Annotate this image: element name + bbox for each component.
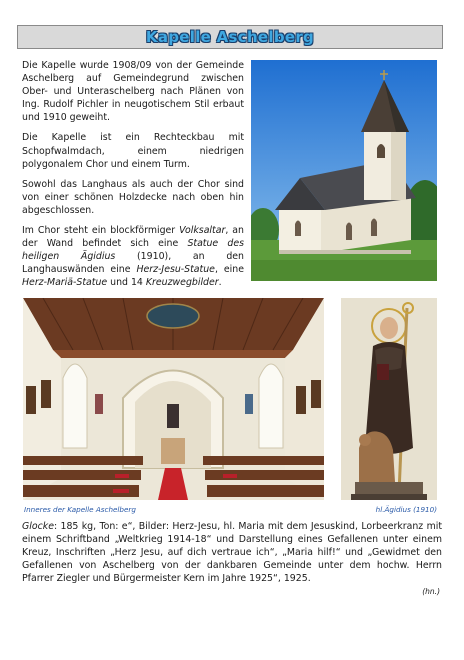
statue-illustration: [341, 298, 437, 500]
text-run-italic: Volksaltar: [179, 225, 226, 237]
chapel-exterior-photo: [251, 60, 437, 281]
text-run: .: [218, 277, 222, 289]
text-run: , eine: [214, 264, 244, 276]
text-run-italic: Herz-Mariä-Statue: [22, 277, 108, 289]
paragraph-history: Die Kapelle wurde 1908/09 von der Gemeinde Aschelberg auf Gemeindegrund zwischen Ober- und Unteraschelberg nach Plänen von Ing. Rudolf Pichler in neugotischem Stil erbaut und 1910 geweiht.: [22, 60, 244, 124]
chapel-exterior-illustration: [251, 60, 437, 281]
title-banner: [17, 25, 443, 49]
paragraph-furnishings: [22, 224, 244, 289]
chapel-interior-illustration: [23, 298, 324, 500]
bell-label: Glocke: [22, 521, 54, 532]
text-run-italic: Herz-Jesu-Statue: [136, 264, 215, 276]
statue-photo-caption: hl.Ägidius (1910): [375, 505, 437, 514]
saint-aegidius-statue-photo: [341, 298, 437, 500]
bell-description: : 185 kg, Ton: e“, Bilder: Herz-Jesu, hl. Maria mit dem Jesuskind, Lorbeerkranz mit einem Schriftband „Weltkrieg 1914-18“ und Darstellung eines Gefallenen unter einem Kreuz, Inschriften „Herz Jesu, auf dich vertraue ich“, „Maria hilf!“ und „Gewidmet den Gefallenen von Aschelberg von der dankbaren Gemeinde unter dem hochw. Herrn Pfarrer Ziegler und Bürgermeister Kern im Jahre 1925“, 1925.: [22, 521, 442, 584]
text-run: Im Chor steht ein blockförmiger: [22, 225, 180, 237]
bell-detail-text: [22, 520, 442, 585]
paragraph-architecture: Die Kapelle ist ein Rechteckbau mit Schopfwalmdach, einem niedrigen polygonalem Chor und einem Turm.: [22, 132, 244, 170]
chapel-interior-photo: [23, 298, 324, 500]
text-run: (1910), an den Langhauswänden eine: [22, 251, 244, 276]
paragraph-ceiling: Sowohl das Langhaus als auch der Chor sind von einer schönen Holzdecke nach oben hin abgeschlossen.: [22, 178, 244, 216]
text-run: , an der Wand befindet sich eine: [22, 225, 244, 250]
text-run-italic: Kreuzwegbilder: [145, 277, 219, 289]
text-run: und 14: [107, 277, 146, 289]
text-run-italic: Statue des heiligen Ägidius: [22, 238, 244, 263]
author-initials: (hn.): [422, 587, 440, 596]
page-title: Kapelle Aschelberg: [145, 28, 315, 46]
interior-photo-caption: Inneres der Kapelle Aschelberg: [24, 505, 136, 514]
intro-text: [22, 59, 244, 297]
